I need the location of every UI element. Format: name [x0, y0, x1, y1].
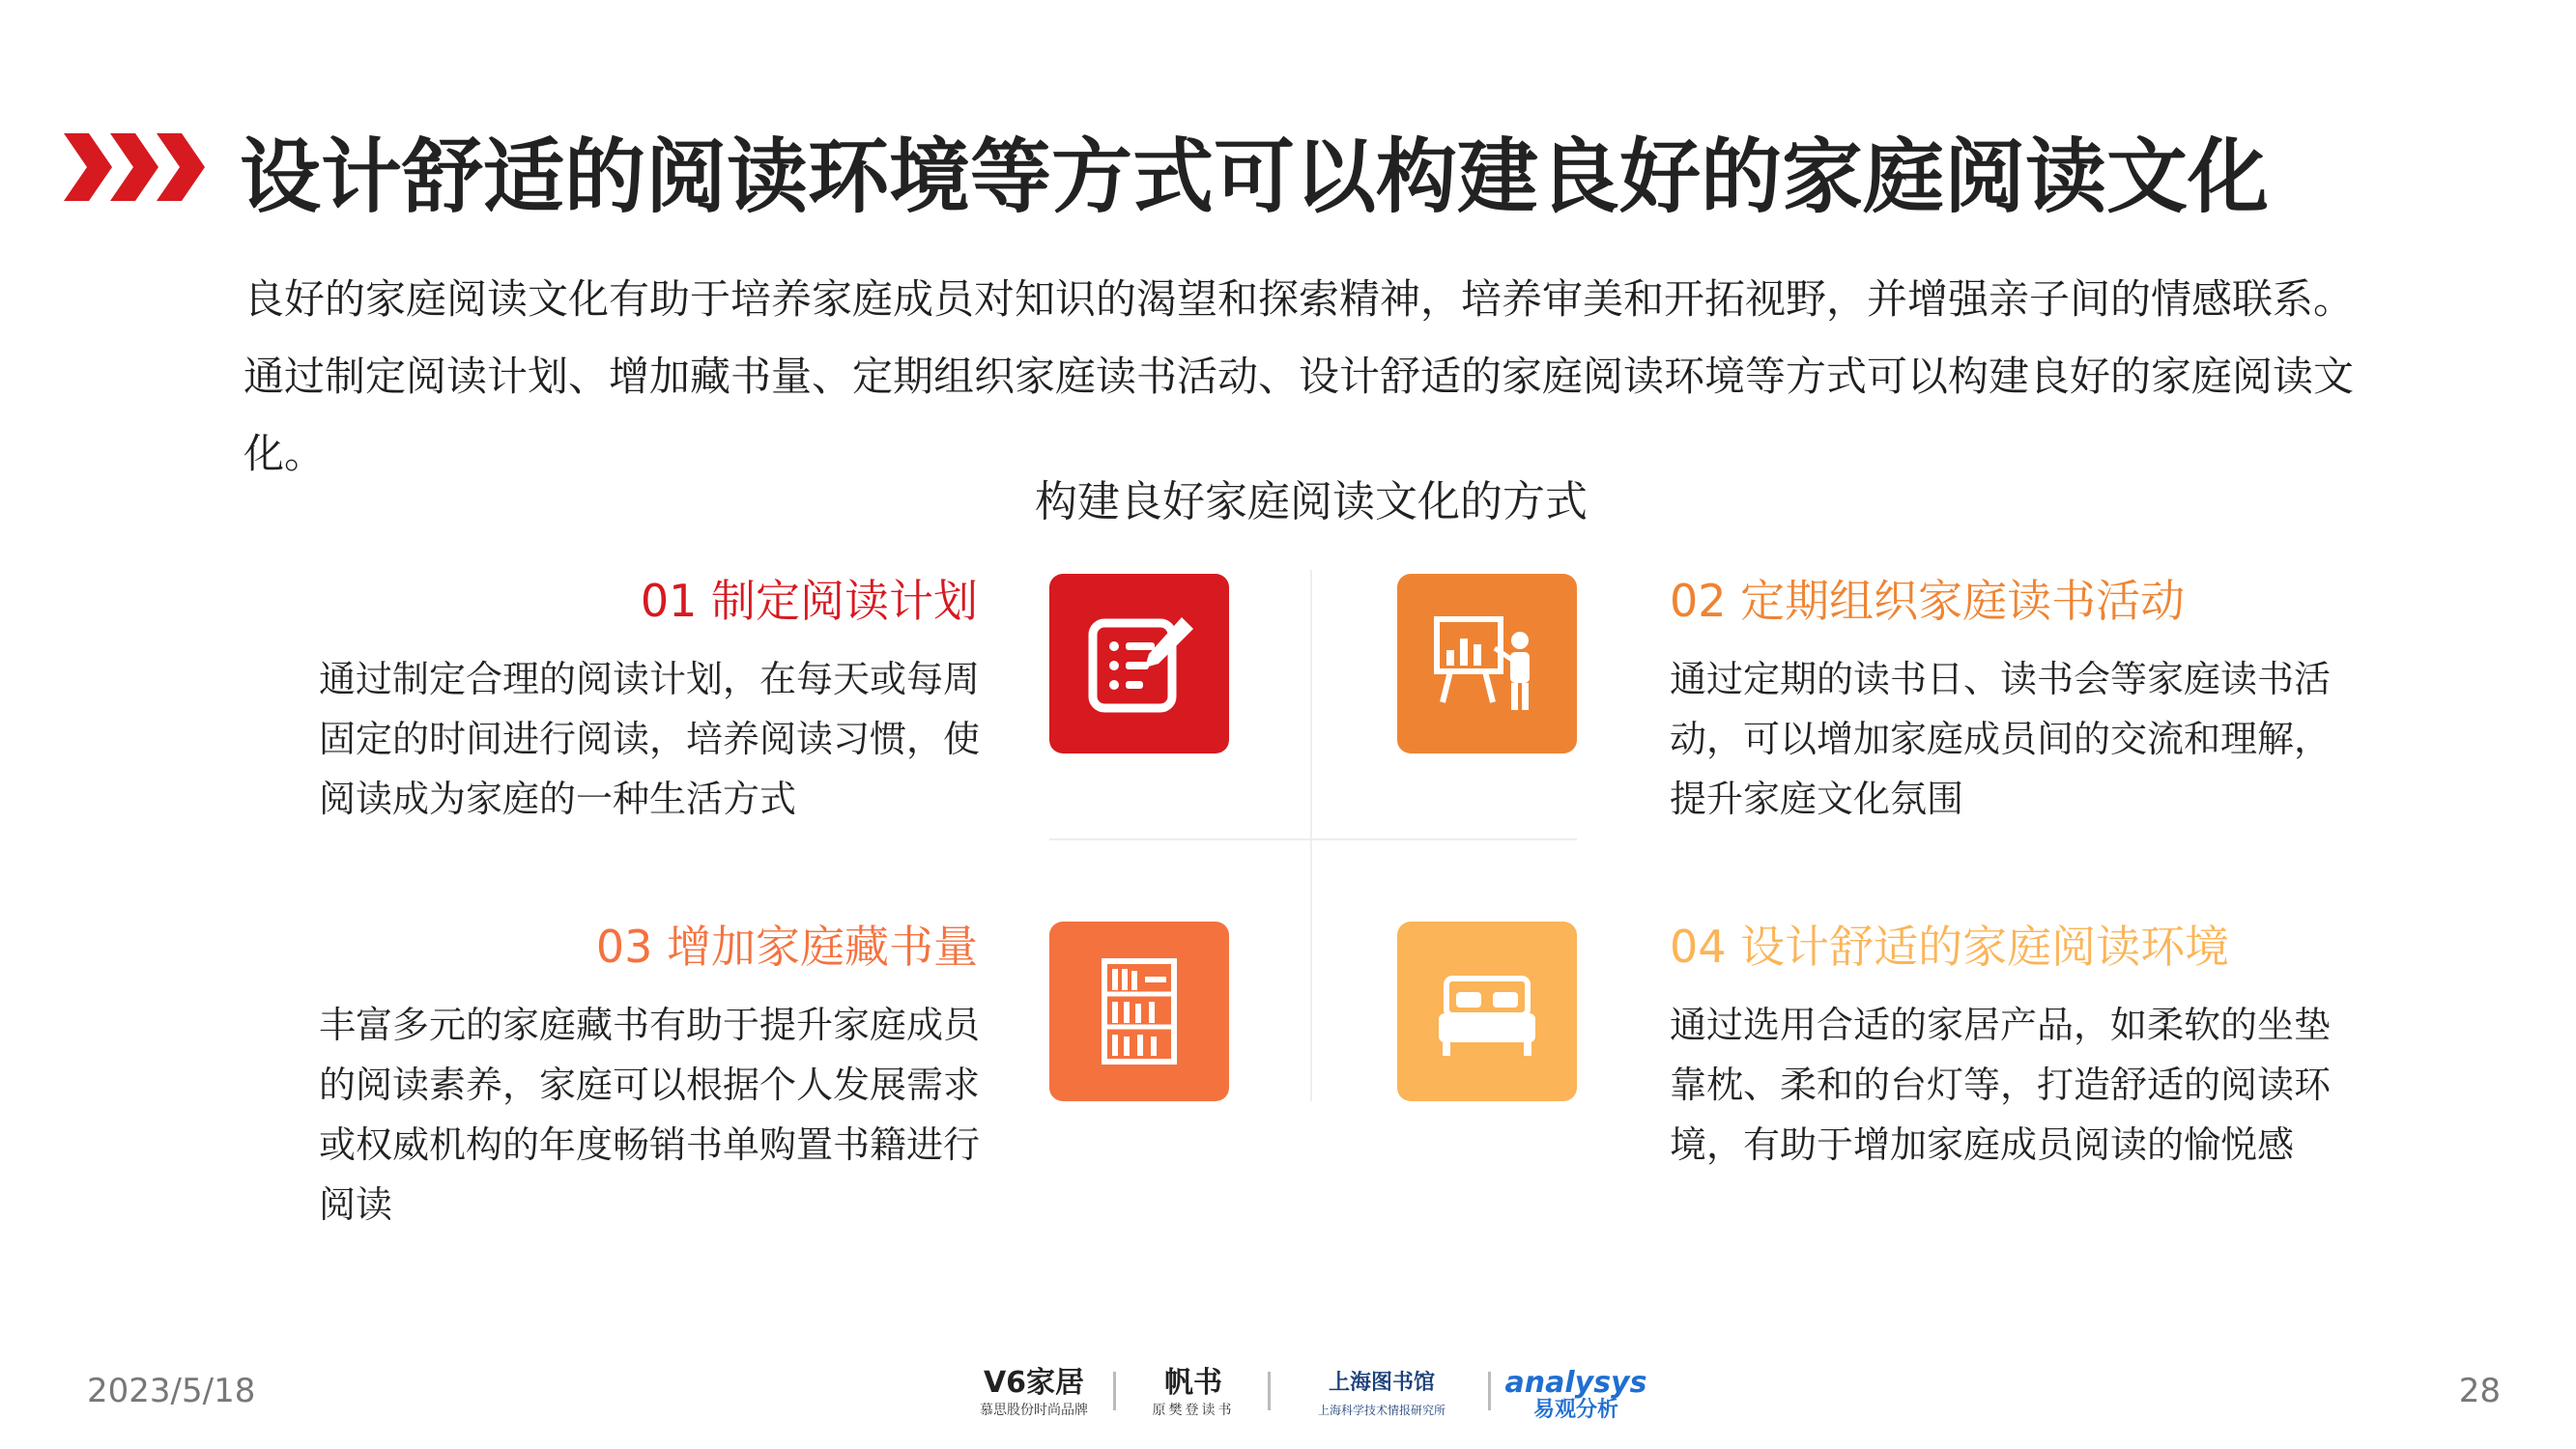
partner-logos: [966, 1354, 1662, 1432]
tile-reading-plan: [1049, 574, 1229, 753]
chevron-arrows-icon: [64, 133, 209, 201]
intro-paragraph: 良好的家庭阅读文化有助于培养家庭成员对知识的渴望和探索精神，培养审美和开拓视野，并增强亲子间的情感联系。通过制定阅读计划、增加藏书量、定期组织家庭读书活动、设计舒适的家庭阅读环境等方式可以构建良好的家庭阅读文化。: [243, 275, 2355, 477]
item-title-3: 03 增加家庭藏书量: [595, 921, 978, 973]
item-body-1: 通过制定合理的阅读计划，在每天或每周固定的时间进行阅读，培养阅读习惯，使阅读成为家庭的一种生活方式: [319, 658, 981, 820]
tile-reading-environment: [1397, 922, 1577, 1101]
logo-fanshu: 帆书 原樊登读书: [1152, 1366, 1235, 1418]
page-title: 设计舒适的阅读环境等方式可以构建良好的家庭阅读文化: [240, 129, 2270, 224]
divider-vertical: [1310, 570, 1312, 1101]
presentation-icon: [1429, 606, 1545, 722]
logo-shanghai-library: 上海图书馆 上海科学技术情报研究所: [1317, 1371, 1445, 1417]
item-body-3: 丰富多元的家庭藏书有助于提升家庭成员的阅读素养，家庭可以根据个人发展需求或权威机构的年度畅销书单购置书籍进行阅读: [319, 1004, 981, 1226]
logo-v6: V6家居 慕思股份时尚品牌: [980, 1366, 1088, 1418]
tile-bookshelf: [1049, 922, 1229, 1101]
page-number: 28: [2458, 1372, 2501, 1410]
footer-date: 2023/5/18: [87, 1372, 256, 1410]
section-heading: 构建良好家庭阅读文化的方式: [1035, 477, 1588, 526]
item-title-1: 01 制定阅读计划: [640, 575, 978, 627]
logo-separator: [1113, 1372, 1116, 1410]
logo-analysys: analysys 易观分析: [1504, 1366, 1647, 1422]
bookshelf-icon: [1081, 953, 1197, 1069]
tile-reading-activity: [1397, 574, 1577, 753]
item-body-4: 通过选用合适的家居产品，如柔软的坐垫靠枕、柔和的台灯等，打造舒适的阅读环境，有助于增加家庭成员阅读的愉悦感: [1670, 1004, 2332, 1166]
bed-icon: [1429, 953, 1545, 1069]
divider-horizontal: [1049, 838, 1577, 840]
item-title-4: 04 设计舒适的家庭阅读环境: [1670, 921, 2230, 973]
item-body-2: 通过定期的读书日、读书会等家庭读书活动，可以增加家庭成员间的交流和理解，提升家庭文化氛围: [1670, 658, 2332, 820]
checklist-edit-icon: [1081, 606, 1197, 722]
item-title-2: 02 定期组织家庭读书活动: [1670, 575, 2186, 627]
logo-separator: [1488, 1372, 1491, 1410]
logo-separator: [1268, 1372, 1271, 1410]
